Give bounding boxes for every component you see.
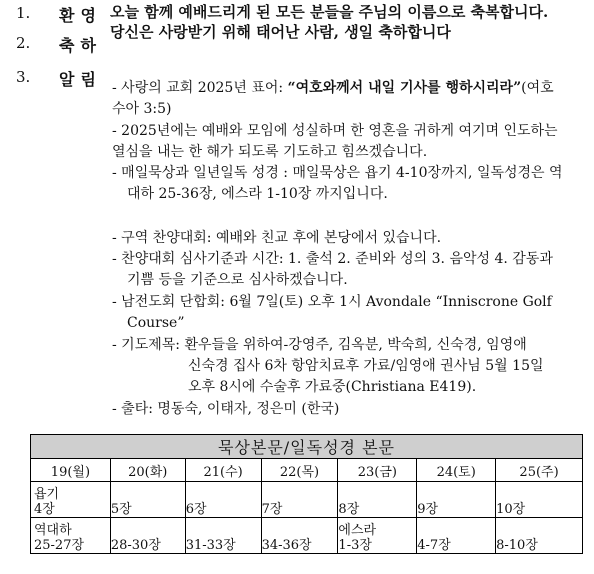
table-cell: 5장: [110, 482, 185, 518]
section-heading-notices: 알림: [59, 70, 102, 89]
motto-line: [112, 78, 554, 99]
birthday-text: 당신은 사랑받기 위해 태어난 사람, 생일 축하합니다: [110, 23, 451, 41]
section-heading-birthday: 축하: [59, 36, 102, 55]
choir-contest-line: - 구역 찬양대회: 예배와 친교 후에 본당에서 있습니다.: [112, 230, 442, 246]
chapter-value: 4장: [34, 502, 55, 517]
prayer-line-1: - 기도제목: 환우들을 위하여-강영주, 김옥분, 박숙희, 신숙경, 임영애: [112, 337, 527, 353]
prayer-line-2: 신숙경 집사 6차 항암치료후 가료/임영애 권사님 5월 15일: [188, 358, 544, 374]
motto-prefix: - 사랑의 교회 2025년 표어:: [112, 80, 288, 96]
table-cell: 6장: [185, 482, 261, 518]
table-cell: 4-7장: [417, 518, 496, 554]
motto-quote: “여호와께서 내일 기사를 행하시리라”: [287, 80, 522, 96]
day-header: 25(주): [496, 459, 583, 482]
table-cell: 34-36장: [261, 518, 338, 554]
table-header-row: [31, 459, 583, 482]
table-row: [31, 518, 583, 554]
day-header: 20(화): [110, 459, 185, 482]
table-row: [31, 482, 583, 518]
reading-schedule-table: [30, 434, 583, 554]
daily-reading-line-1: - 매일묵상과 일년일독 성경 : 매일묵상은 욥기 4-10장까지, 일독성경은 역: [112, 165, 563, 181]
year-goal-line-2: 열심을 내는 한 해가 되도록 기도하고 힘쓰겠습니다.: [112, 144, 428, 160]
book-label: 욥기: [34, 487, 60, 502]
table-cell: [31, 482, 111, 518]
day-header: 23(금): [338, 459, 417, 482]
table-cell: [338, 518, 417, 554]
motto-ref: (여호: [521, 80, 554, 96]
table-cell: 28-30장: [110, 518, 185, 554]
section-number-2: 2.: [16, 34, 31, 52]
table-cell: 7장: [261, 482, 338, 518]
chapter-value: 25-27장: [34, 538, 85, 553]
day-header: 19(월): [31, 459, 111, 482]
men-outing-line-2: Course”: [127, 315, 185, 331]
choir-criteria-line-1: - 찬양대회 심사기준과 시간: 1. 출석 2. 준비와 성의 3. 음악성 4. 감동과: [112, 251, 553, 267]
day-header: 22(목): [261, 459, 338, 482]
book-label: 에스라: [338, 523, 377, 538]
day-header: 24(토): [417, 459, 496, 482]
book-label: 역대하: [34, 523, 72, 538]
daily-reading-line-2: 대하 25-36장, 에스라 1-10장 까지입니다.: [127, 186, 388, 202]
welcome-text: 오늘 함께 예배드리게 된 모든 분들을 주님의 이름으로 축복합니다.: [110, 3, 549, 21]
table-cell: 8장: [338, 482, 417, 518]
table-title: 묵상본문/일독성경 본문: [31, 435, 583, 459]
day-header: 21(수): [185, 459, 261, 482]
section-heading-welcome: 환영: [59, 6, 102, 25]
chapter-value: 1-3장: [338, 538, 372, 553]
table-cell: 9장: [417, 482, 496, 518]
year-goal-line-1: - 2025년에는 예배와 모임에 성실하며 한 영혼을 귀하게 여기며 인도하는: [112, 123, 558, 139]
table-cell: 8-10장: [496, 518, 583, 554]
away-line: - 출타: 명동숙, 이태자, 정은미 (한국): [112, 401, 340, 417]
table-cell: [31, 518, 111, 554]
prayer-line-3: 오후 8시에 수술후 가료중(Christiana E419).: [188, 379, 477, 395]
men-outing-line-1: - 남전도회 단합회: 6월 7일(토) 오후 1시 Avondale “Inniscrone Golf: [112, 294, 552, 310]
table-cell: 31-33장: [185, 518, 261, 554]
section-number-3: 3.: [16, 68, 31, 86]
section-number-1: 1.: [16, 4, 31, 22]
motto-ref-cont: 수아 3:5): [112, 101, 172, 117]
choir-criteria-line-2: 기쁨 등을 기준으로 심사하겠습니다.: [127, 272, 348, 288]
table-cell: 10장: [496, 482, 583, 518]
